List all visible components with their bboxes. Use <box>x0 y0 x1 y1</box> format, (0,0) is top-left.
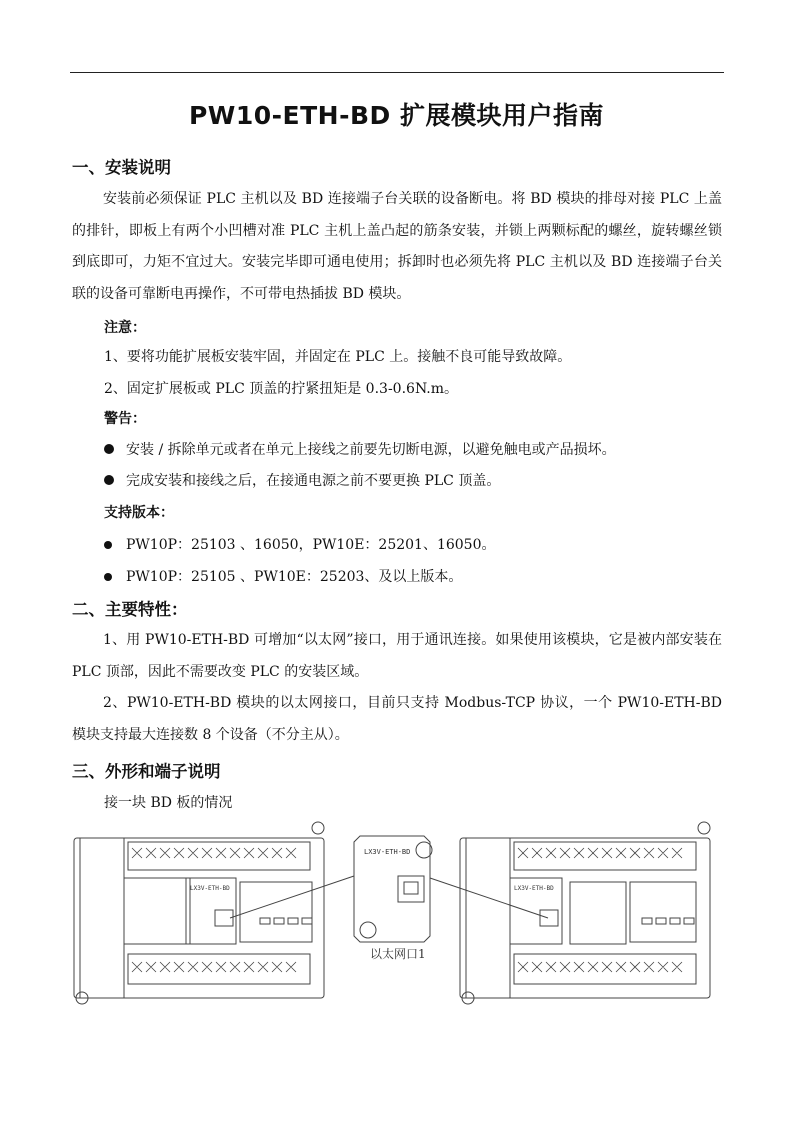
plc-right-cover <box>570 882 626 944</box>
version-item-1 <box>104 534 495 554</box>
bd-mount-hole-bottom <box>360 922 376 938</box>
section-heading-features: 二、主要特性： <box>72 600 188 619</box>
bd-module-label: LX3V-ETH-BD <box>364 848 411 856</box>
bd-rj45-port <box>398 876 424 902</box>
plc-right-board-label: LX3V-ETH-BD <box>514 885 554 892</box>
note-item-1: 1、要将功能扩展板安装牢固，并固定在 PLC 上。接触不良可能导致故障。 <box>104 349 572 365</box>
plc-left-cover <box>124 878 190 944</box>
plc-left-io-panel <box>240 882 312 942</box>
figure-caption: 接一块 BD 板的情况 <box>104 795 233 811</box>
version-heading: 支持版本： <box>104 505 174 521</box>
plc-right-rj45 <box>540 910 558 926</box>
ethernet-port-label: 以太网口1 <box>370 947 426 961</box>
bullet-icon <box>104 573 112 581</box>
leader-line-right <box>430 878 548 918</box>
section-heading-install: 一、安装说明 <box>72 158 171 177</box>
header-rule <box>70 72 724 73</box>
bullet-icon <box>104 541 112 549</box>
warning-item-2 <box>104 470 500 490</box>
plc-left-terminal-top <box>128 842 310 870</box>
feature-paragraph-2: 2、PW10-ETH-BD 模块的以太网接口，目前只支持 Modbus-TCP 协议，一个 PW10-ETH-BD 模块支持最大连接数 8 个设备（不分主从）。 <box>72 695 722 743</box>
note-item-2: 2、固定扩展板或 PLC 顶盖的拧紧扭矩是 0.3-0.6N.m。 <box>104 381 459 397</box>
feature-paragraph-1: 1、用 PW10-ETH-BD 可增加“以太网”接口，用于通讯连接。如果使用该模块，它是被内部安装在 PLC 顶部，因此不需要改变 PLC 的安装区域。 <box>72 632 722 680</box>
version-text-2: PW10P：25105 、PW10E：25203、及以上版本。 <box>126 569 463 585</box>
plc-left-body <box>74 838 324 998</box>
warning-text-1: 安装 / 拆除单元或者在单元上接线之前要先切断电源，以避免触电或产品损坏。 <box>126 442 616 458</box>
section-heading-appearance: 三、外形和端子说明 <box>72 762 221 781</box>
install-paragraph: 安装前必须保证 PLC 主机以及 BD 连接端子台关联的设备断电。将 BD 模块的排母对接 PLC 上盖的排针，即板上有两个小凹槽对准 PLC 主机上盖凸起的筋条安装，并锁上两颗标配的螺丝，旋转螺丝锁到底即可，力矩不宜过大。安装完毕即可通电使用；拆卸时也必须先将 PLC 主机以及 BD 连接端子台关联的设备可靠断电再操作，不可带电热插拔 BD 模块。 <box>72 191 722 302</box>
note-heading: 注意： <box>104 320 146 336</box>
version-item-2 <box>104 566 462 586</box>
plc-right-io-panel <box>630 882 696 942</box>
plc-right-side-panel <box>466 838 510 998</box>
plc-left-board-label: LX3V-ETH-BD <box>190 885 230 892</box>
warning-heading: 警告： <box>104 411 146 427</box>
bullet-icon <box>104 444 114 454</box>
plc-left-side-panel <box>80 838 124 998</box>
plc-diagram <box>70 818 730 1018</box>
warning-text-2: 完成安装和接线之后，在接通电源之前不要更换 PLC 顶盖。 <box>126 473 501 489</box>
warning-item-1 <box>104 439 616 459</box>
page-title: PW10-ETH-BD 扩展模块用户指南 <box>188 101 604 130</box>
plc-figure <box>70 818 730 1018</box>
bullet-icon <box>104 475 114 485</box>
version-text-1: PW10P：25103 、16050，PW10E：25201、16050。 <box>126 537 496 553</box>
plc-right-terminal-top <box>514 842 696 870</box>
